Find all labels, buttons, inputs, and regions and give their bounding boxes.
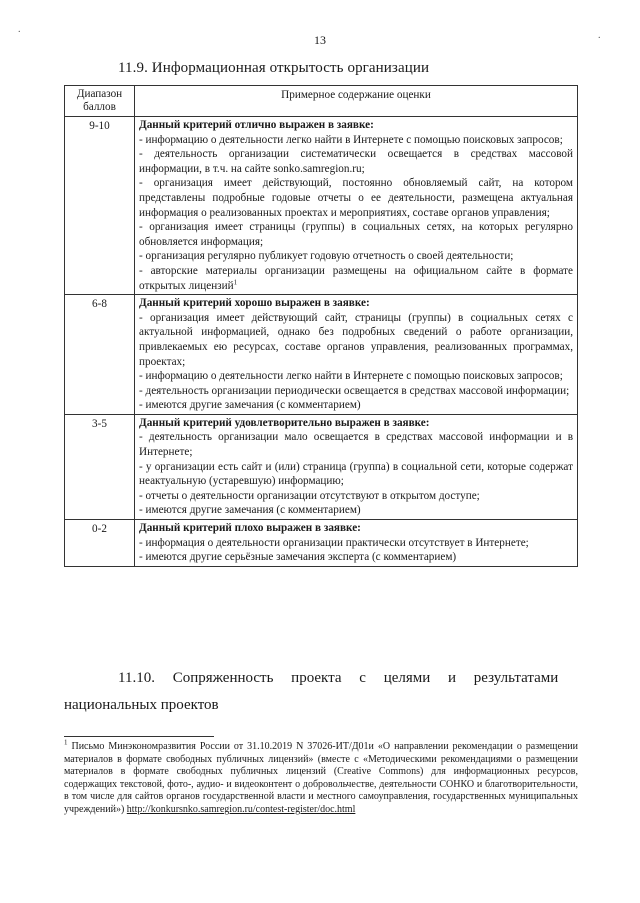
criterion-title: Данный критерий отлично выражен в заявке: [139,119,374,131]
score-range: 9-10 [65,117,135,295]
table-header-row [65,86,578,117]
section-heading-11-10-continued: национальных проектов [64,697,219,713]
table-row [65,520,578,567]
criterion-line: - имеются другие замечания (с комментарием) [139,399,361,412]
footnote-text: Письмо Минэкономразвития России от 31.10.2019 N 37026-ИТ/Д01и «О направлении рекомендации о размещении материалов в формате свободных публичных лицензий» (вместе с «Методическими рекомендациями о размещении материалов в формате свободных публичных лицензий (Creative Commons) для информационных ресурсов, содержащих текстовой, фото-, аудио- и видеоконтент о добровольчестве, деятельности СОНКО и благотворительности, в том числе для сайтов органов государственной власти и местного самоуправления, государственных муниципальных учреждений») [64,741,578,815]
header-content: Примерное содержание оценки [135,86,578,117]
criterion-line: - отчеты о деятельности организации отсутствуют в открытом доступе; [139,489,480,502]
criterion-line-text: - авторские материалы организации размещены на официальном сайте в формате открытых лицензий [139,264,573,292]
criterion-line: - организация имеет страницы (группы) в социальных сетях, на которых регулярно обновляется информация; [139,221,573,248]
criterion-line [139,264,573,293]
section-title: 11.9. Информационная открытость организации [118,60,430,76]
criterion-line: - информацию о деятельности легко найти в Интернете с помощью поисковых запросов; [139,133,563,146]
page-number: 13 [314,33,326,47]
criterion-line: - организация регулярно публикует годовую отчетность о своей деятельности; [139,250,514,263]
criterion-line: - информацию о деятельности легко найти в Интернете с помощью поисковых запросов; [139,370,563,383]
score-range: 0-2 [65,520,135,567]
criterion-line: - имеются другие серьёзные замечания эксперта (с комментарием) [139,551,457,564]
scan-mark: . [598,30,601,41]
criterion-title: Данный критерий удовлетворительно выражен в заявке: [139,416,430,429]
criterion-content [135,414,578,519]
table-row [65,295,578,415]
score-range: 3-5 [65,414,135,519]
criterion-title: Данный критерий хорошо выражен в заявке: [139,297,370,310]
table-row [65,414,578,519]
scan-mark: . [18,24,21,35]
criterion-line: - организация имеет действующий, постоянно обновляемый сайт, на котором представлены подробные годовые отчеты о ее деятельности, размещена актуальная информация о реализованных проектах и мероприятиях, составе органов управления; [139,177,573,219]
criterion-line: - у организации есть сайт и (или) страница (группа) в социальной сети, которые содержат неактуальную (устаревшую) информацию; [139,460,573,488]
criterion-content [135,117,578,295]
score-range: 6-8 [65,295,135,415]
footnote-ref: 1 [233,277,238,286]
table-row [65,117,578,295]
criterion-line: - деятельность организации систематически освещается в средствах массовой информации, в т.ч. на сайте sonko.samregion.ru; [139,148,573,175]
section-heading-11-10: 11.10. Сопряженность проекта с целями и результатами [118,670,559,686]
criterion-line: - организация имеет действующий сайт, страницы (группы) в социальных сетях с актуальной информацией, однако без подробных сведений о работе организации, привлекаемых ею ресурсах, составе органов управления, реализованных программах, проектах; [139,311,573,368]
criterion-line: - деятельность организации мало освещается в средствах массовой информации и в Интернете; [139,431,573,459]
criterion-line: - информация о деятельности организации практически отсутствует в Интернете; [139,536,529,549]
footnote-divider [64,736,214,737]
footnote [64,738,578,817]
criterion-line: - деятельность организации периодически освещается в средствах массовой информации; [139,384,570,397]
criterion-title: Данный критерий плохо выражен в заявке: [139,522,361,535]
footnote-marker: 1 [64,738,68,747]
header-range: Диапазон баллов [65,86,135,117]
criterion-line: - имеются другие замечания (с комментарием) [139,504,361,517]
footnote-link[interactable]: http://konkursnko.samregion.ru/contest-register/doc.html [126,803,356,815]
criterion-content [135,295,578,415]
criterion-content [135,520,578,567]
criteria-table [64,85,578,567]
